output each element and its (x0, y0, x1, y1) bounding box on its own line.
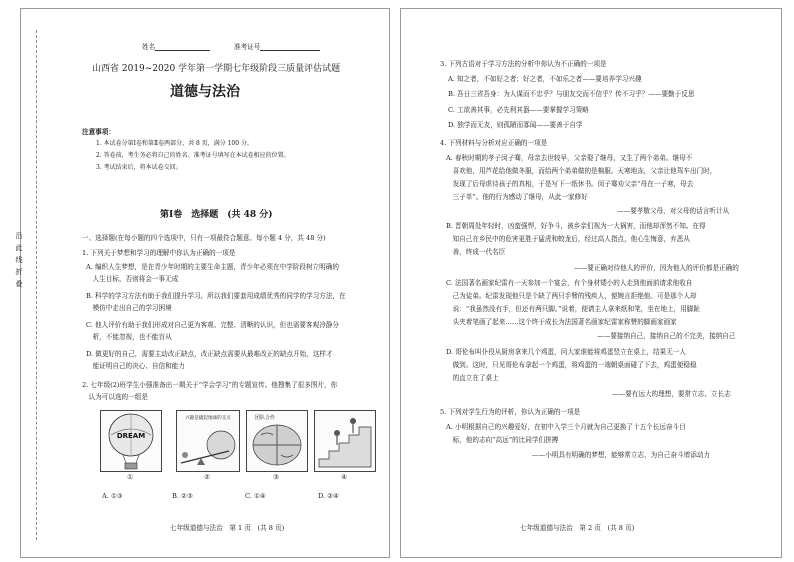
q5-stem: 5. 下列对学生行为的评析，你认为正确的一项是 (440, 408, 581, 416)
teamwork-illustration (247, 411, 307, 471)
q4-stem: 4. 下列材料与分析对应正确的一项是 (440, 139, 548, 147)
footer-left: 七年级道德与法治 第 1 页 (共 8 页) (170, 524, 285, 532)
balloon-illustration (101, 411, 161, 471)
q4-option-a-note: ——要孝敬父母，对父母的话言听计从 (617, 207, 730, 215)
q4-option-c: C. 法国著名画家纪雷有一天参加一个宴会，有个身材矮小的人走到他面前请求他收自 己为徒弟。纪雷发现他只是个缺了两只手臂的残疾人，便婉言拒绝他。可是那个人却 说：“我虽然没有手，但还有两只脚。”说着，便请主人拿来纸和笔，坐在地上，用脚趾 头夹着笔画了起来……这个终于成长为法国著名画家纪雷家称赞的脚画家画家 (446, 279, 701, 326)
picture-3-teamwork (246, 410, 308, 472)
q1-option-d: D. 做更好的自己，需要主动改正缺点，改正缺点需要从最难改正的缺点开始，这样才 能证明自己的决心、自信和能力 (86, 350, 333, 370)
q4-option-c-note: ——要接纳自己，接纳自己的不完美，接纳自己 (597, 332, 736, 340)
section-title: 第Ⅰ卷 选择题 (共 48 分) (160, 210, 273, 220)
q2-option-c: C. ①④ (245, 492, 266, 500)
note-item: 2. 答卷前，考生务必将自己的姓名、准考证号填写在本试卷相应的位置。 (96, 152, 290, 159)
picture-3-caption: 团队合作 (254, 415, 276, 421)
q2-option-d: D. ②④ (318, 492, 340, 500)
picture-1-number: ① (127, 473, 133, 481)
stairs-illustration (315, 411, 375, 471)
dream-text: DREAM (116, 432, 146, 440)
q3-option-d: D. 独学而无友，则孤陋而寡闻——要善于自学 (448, 121, 583, 129)
name-label: 姓名 (142, 43, 156, 51)
q1-stem: 1. 下列关于梦想和学习的理解中你认为正确的一项是 (82, 249, 236, 257)
picture-2-caption: 兴趣是撬起地球的支点 (185, 416, 231, 421)
lever-illustration (177, 411, 239, 471)
q2-option-a: A. ①③ (102, 492, 123, 500)
notes-heading: 注意事项： (82, 128, 115, 136)
picture-3-number: ③ (273, 473, 279, 481)
subject-title: 道德与法治 (170, 84, 240, 100)
picture-4-stair-climb (314, 410, 376, 472)
q4-option-b: B. 晋朝周处年轻时，凶蛮强悍，好争斗，被乡亲们视为一大祸害，而他却浑然不知。在得 知自己在乡民中的危害更胜于猛虎和蛟龙后，经过高人指点，他心生悔意，弃恶从 善，终成一代名臣 (446, 222, 706, 256)
note-item: 3. 考试结束后，将本试卷交回。 (96, 164, 182, 171)
section-intro: 一、选择题(在每小题的四个选项中，只有一项最符合题意。每小题 4 分，共 48 分) (82, 234, 326, 242)
q5-option-a: A. 小明根据自己的兴趣爱好，在初中入学三个月就为自己更换了十五个长远奋斗目 标，他的志向“高远”的比同学们拼搏 (446, 423, 686, 444)
q3-option-c: C. 工欲善其事，必先利其器——要掌握学习策略 (448, 106, 589, 114)
exam-id-label: 准考证号 (234, 43, 261, 51)
q1-option-c: C. 他人评价有助于我们形成对自己更为客观、完整、清晰的认识，但也需要客观冷静分 析，不能忽视，也不能盲从 (86, 321, 339, 341)
q4-option-d: D. 哥伦布叫仆役从厨房拿来几个鸡蛋，问大家谁能将鸡蛋竖立在桌上，结果无一人 做到。这时，只见哥伦布拿起一个鸡蛋，将鸡蛋的一端朝桌面碰了下去，鸡蛋便稳稳 的直立在了桌上 (446, 348, 697, 382)
fold-line (36, 30, 37, 540)
picture-2-interest-lever (176, 410, 240, 472)
picture-2-number: ② (204, 473, 210, 481)
picture-1-dream-balloon (100, 410, 162, 472)
q4-option-b-note: ——要正确对待他人的评价，因为他人的评价都是正确的 (574, 264, 739, 272)
exam-id-field (234, 42, 320, 51)
name-field (142, 42, 210, 51)
fold-instruction: 沿 此 线 折 叠 (15, 232, 23, 288)
q1-option-b: B. 科学的学习方法有助于我们提升学习。所以我们要套用成绩优秀的同学的学习方法，在 模仿中走出自己的学习困境 (86, 292, 346, 312)
q4-option-d-note: ——要有远大的理想，要常立志、立长志 (612, 390, 731, 398)
q2-stem: 2. 七年级(2)班学生小强准备出一期关于“学会学习”的专题宣传。他搜集了很多图片，你 认为可以选的一组是 (82, 381, 338, 401)
q3-option-a: A. 知之者，不如好之者；好之者，不如乐之者——要培养学习兴趣 (448, 75, 642, 83)
footer-right: 七年级道德与法治 第 2 页 (共 8 页) (520, 524, 635, 532)
q3-stem: 3. 下列古语对于学习方法的分析中你认为不正确的一项是 (440, 60, 607, 68)
q2-option-b: B. ②③ (172, 492, 193, 500)
picture-4-number: ④ (341, 473, 347, 481)
q1-option-a: A. 编织人生梦想，是在青少年时期的主要生命主题，青少年必须在中学阶段树立明确的 人生目标，否则将会一事无成 (86, 263, 339, 283)
q5-option-a-note: ——小明具有明确的梦想，能够常立志，为自己奋斗增添动力 (532, 451, 711, 459)
note-item: 1. 本试卷分第Ⅰ卷和第Ⅱ卷两部分，共 8 页，满分 100 分。 (96, 140, 253, 147)
q3-option-b: B. 吾日三省吾身：为人谋而不忠乎？与朋友交而不信乎？传不习乎？——要勤于反思 (448, 90, 695, 98)
exam-title: 山西省 2019~2020 学年第一学期七年级阶段三质量评估试题 (92, 64, 341, 74)
q4-option-a: A. 春秋时期的孝子闵子骞，母亲去世较早，父亲娶了继母，又生了两个弟弟。继母不 喜欢他，用芦花给他做冬服，而给两个弟弟做的是棉服。天寒地冻，父亲让他驾车出门时， 发现了后母虐待孩子的真相，于是写下一纸休书。闵子骞劝父亲“母在一子寒，母去 三子单”。他的行为感动了继母，从此一家修好 (446, 154, 717, 201)
